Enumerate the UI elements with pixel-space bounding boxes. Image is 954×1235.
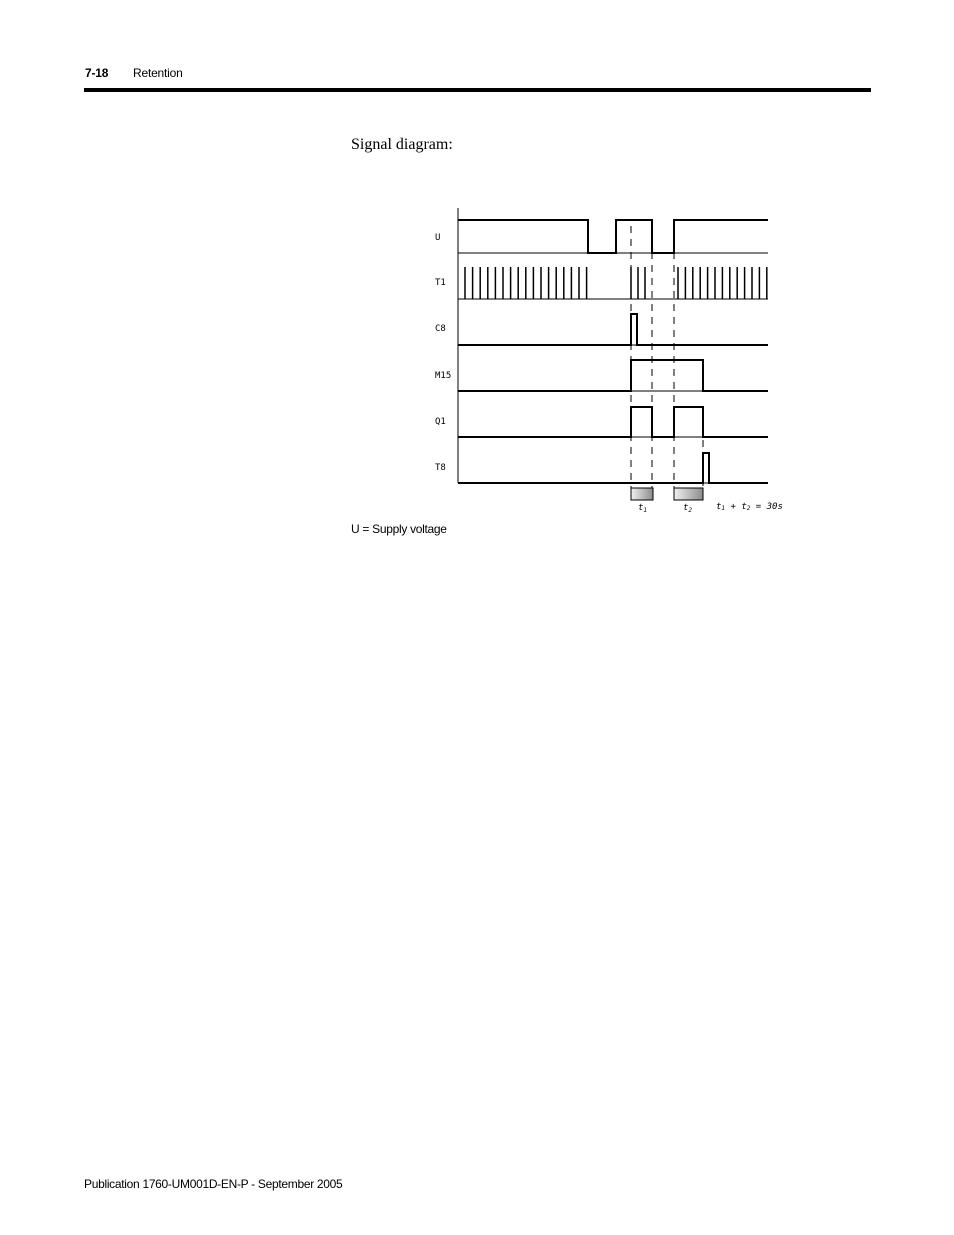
diagram-caption: U = Supply voltage <box>351 522 447 536</box>
page-number: 7-18 <box>85 66 109 80</box>
interval-label-t2: $t_2$ <box>683 503 693 514</box>
signal-diagram <box>420 200 800 520</box>
interval-bar-t2 <box>674 488 703 500</box>
section-title: Signal diagram: <box>351 136 453 153</box>
interval-label-t1: $t_1$ <box>638 503 648 514</box>
waveform-t8 <box>458 453 768 483</box>
signal-label: Q1 <box>435 417 446 427</box>
interval-bar-t1 <box>631 488 653 500</box>
waveform-m15 <box>458 360 768 391</box>
section-header: Retention <box>133 66 183 80</box>
waveform-q1 <box>458 407 768 437</box>
waveform-t1 <box>465 267 767 299</box>
waveform-c8 <box>458 314 768 345</box>
signal-label: M15 <box>435 371 452 381</box>
signal-label: U <box>435 233 441 243</box>
waveform-u <box>458 220 768 253</box>
publication-footer: Publication 1760-UM001D-EN-P - September 2005 <box>84 1177 343 1191</box>
header-rule <box>84 88 871 92</box>
signal-label: C8 <box>435 324 446 334</box>
signal-label: T8 <box>435 463 446 473</box>
interval-equation: t1 + t2 = 30s <box>716 502 783 512</box>
signal-label: T1 <box>435 278 446 288</box>
signal-labels <box>435 233 451 473</box>
